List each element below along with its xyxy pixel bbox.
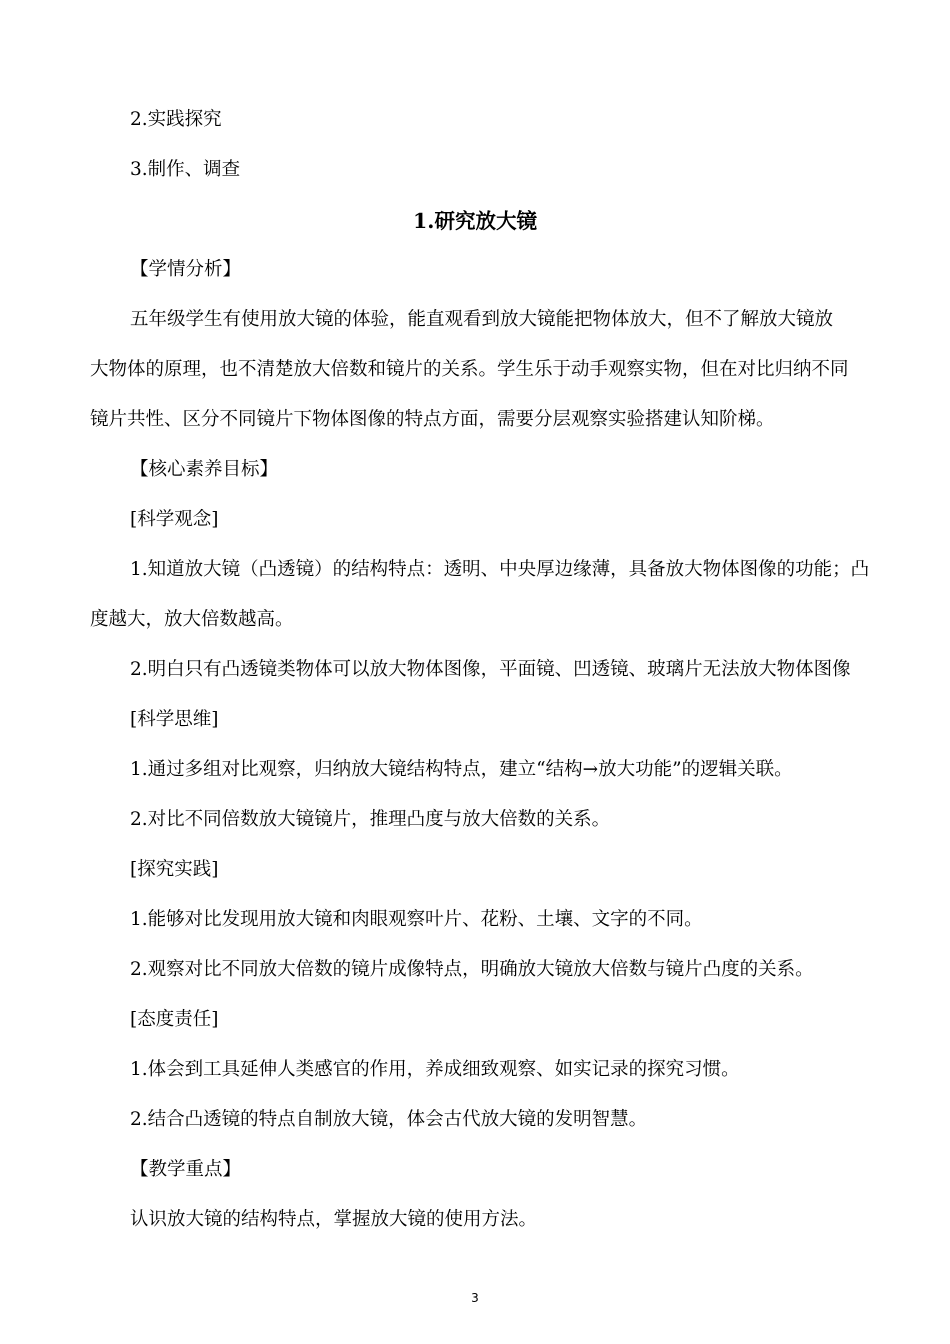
- list-item-practice-inquiry: 2.实践探究: [130, 109, 222, 130]
- lesson-title: 1.研究放大镜: [413, 209, 537, 233]
- thinking-item-1: 1.通过多组对比观察，归纳放大镜结构特点，建立“结构→放大功能”的逻辑关联。: [130, 759, 793, 780]
- section-heading-teaching-focus: 【教学重点】: [130, 1159, 242, 1180]
- subheading-inquiry-practice: [探究实践]: [130, 859, 219, 880]
- list-item-make-survey: 3.制作、调查: [130, 159, 241, 180]
- concept-item-1-line-2: 度越大，放大倍数越高。: [90, 609, 294, 630]
- section-heading-goals: 【核心素养目标】: [130, 459, 279, 480]
- concept-item-2: 2.明白只有凸透镜类物体可以放大物体图像，平面镜、凹透镜、玻璃片无法放大物体图像: [130, 659, 851, 680]
- subheading-attitude-responsibility: [态度责任]: [130, 1009, 219, 1030]
- thinking-item-2: 2.对比不同倍数放大镜镜片，推理凸度与放大倍数的关系。: [130, 809, 611, 830]
- analysis-paragraph-line-1: 五年级学生有使用放大镜的体验，能直观看到放大镜能把物体放大，但不了解放大镜放: [130, 309, 834, 330]
- section-heading-analysis: 【学情分析】: [130, 259, 242, 280]
- analysis-paragraph-line-3: 镜片共性、区分不同镜片下物体图像的特点方面，需要分层观察实验搭建认知阶梯。: [90, 409, 775, 430]
- subheading-scientific-thinking: [科学思维]: [130, 709, 219, 730]
- teaching-focus-text: 认识放大镜的结构特点，掌握放大镜的使用方法。: [130, 1209, 538, 1230]
- practice-item-1: 1.能够对比发现用放大镜和肉眼观察叶片、花粉、土壤、文字的不同。: [130, 909, 703, 930]
- analysis-paragraph-line-2: 大物体的原理，也不清楚放大倍数和镜片的关系。学生乐于动手观察实物，但在对比归纳不同: [90, 359, 849, 380]
- concept-item-1-line-1: 1.知道放大镜（凸透镜）的结构特点：透明、中央厚边缘薄，具备放大物体图像的功能；凸: [130, 559, 870, 580]
- attitude-item-2: 2.结合凸透镜的特点自制放大镜，体会古代放大镜的发明智慧。: [130, 1109, 648, 1130]
- practice-item-2: 2.观察对比不同放大倍数的镜片成像特点，明确放大镜放大倍数与镜片凸度的关系。: [130, 959, 814, 980]
- attitude-item-1: 1.体会到工具延伸人类感官的作用，养成细致观察、如实记录的探究习惯。: [130, 1059, 740, 1080]
- subheading-scientific-concept: [科学观念]: [130, 509, 219, 530]
- page-number: 3: [471, 1291, 479, 1305]
